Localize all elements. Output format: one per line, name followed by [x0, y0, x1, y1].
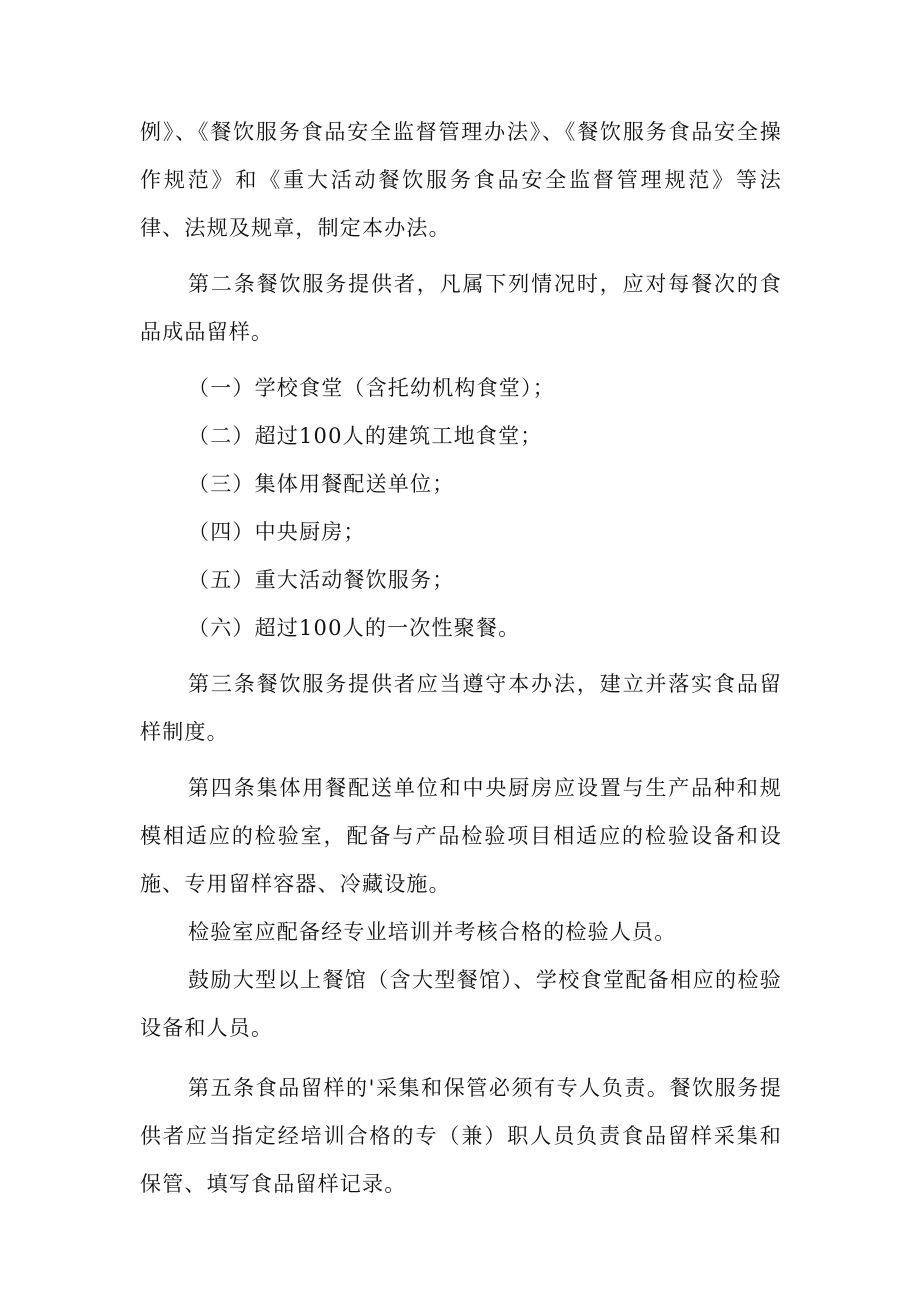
paragraph-continuation: 例》、《餐饮服务食品安全监督管理办法》、《餐饮服务食品安全操作规范》和《重大活动餐饮服务食品安全监督管理规范》等法律、法规及规章，制定本办法。 [140, 120, 782, 240]
list-item-4: （四）中央厨房； [188, 520, 366, 544]
article-4-lab-staff: 检验室应配备经专业培训并考核合格的检验人员。 [188, 920, 677, 944]
list-item-5: （五）重大活动餐饮服务； [188, 568, 455, 592]
article-4-encouragement: 鼓励大型以上餐馆（含大型餐馆）、学校食堂配备相应的检验设备和人员。 [140, 968, 782, 1040]
article-2: 第二条餐饮服务提供者，凡属下列情况时，应对每餐次的食品成品留样。 [140, 272, 782, 344]
list-item-1: （一）学校食堂（含托幼机构食堂）； [188, 376, 555, 400]
list-item-6: （六）超过100人的一次性聚餐。 [188, 616, 521, 640]
article-4: 第四条集体用餐配送单位和中央厨房应设置与生产品种和规模相适应的检验室，配备与产品检验项目相适应的检验设备和设施、专用留样容器、冷藏设施。 [140, 776, 782, 896]
list-item-3: （三）集体用餐配送单位； [188, 472, 455, 496]
article-3: 第三条餐饮服务提供者应当遵守本办法，建立并落实食品留样制度。 [140, 672, 782, 744]
article-5: 第五条食品留样的'采集和保管必须有专人负责。餐饮服务提供者应当指定经培训合格的专（兼）职人员负责食品留样采集和保管、填写食品留样记录。 [140, 1076, 782, 1196]
list-item-2: （二）超过100人的建筑工地食堂； [188, 424, 543, 448]
